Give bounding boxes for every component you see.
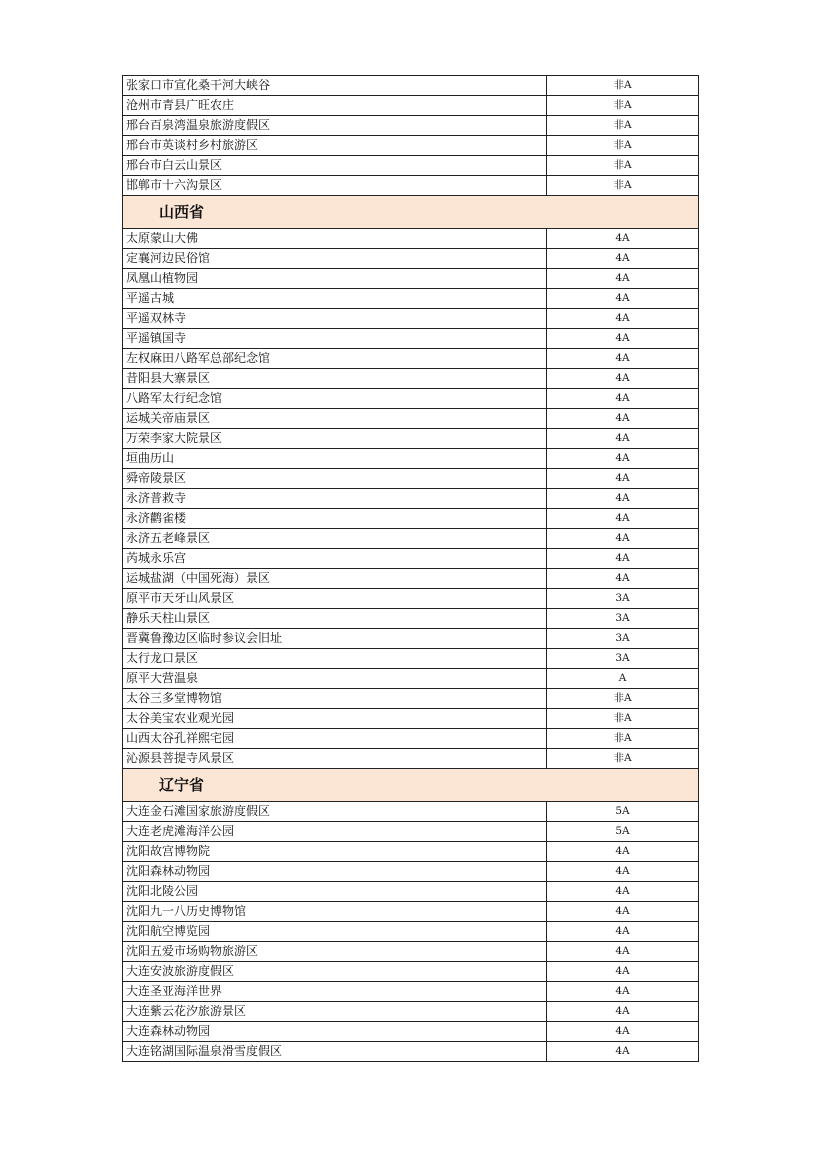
- table-row: [123, 669, 699, 689]
- province-section-row: [123, 769, 699, 802]
- scenic-spot-grade: 3A: [547, 649, 699, 669]
- table-row: [123, 842, 699, 862]
- table-row: [123, 689, 699, 709]
- table-row: [123, 229, 699, 249]
- scenic-spot-grade: 非A: [547, 136, 699, 156]
- table-row: [123, 156, 699, 176]
- scenic-spot-name: 大连铭湖国际温泉滑雪度假区: [123, 1042, 547, 1062]
- scenic-spot-grade: 4A: [547, 409, 699, 429]
- scenic-spot-name: 永济五老峰景区: [123, 529, 547, 549]
- table-row: [123, 509, 699, 529]
- scenic-spot-table: [122, 75, 699, 1062]
- table-row: [123, 982, 699, 1002]
- scenic-spot-name: 运城关帝庙景区: [123, 409, 547, 429]
- table-row: [123, 862, 699, 882]
- scenic-spot-grade: 3A: [547, 589, 699, 609]
- scenic-spot-grade: 4A: [547, 922, 699, 942]
- scenic-spot-name: 张家口市宣化桑干河大峡谷: [123, 76, 547, 96]
- scenic-spot-grade: 4A: [547, 509, 699, 529]
- table-row: [123, 116, 699, 136]
- scenic-spot-grade: 非A: [547, 96, 699, 116]
- scenic-spot-grade: 4A: [547, 982, 699, 1002]
- scenic-spot-name: 沁源县菩提寺风景区: [123, 749, 547, 769]
- scenic-spot-name: 平遥古城: [123, 289, 547, 309]
- scenic-spot-name: 沧州市青县广旺农庄: [123, 96, 547, 116]
- scenic-spot-grade: 4A: [547, 369, 699, 389]
- scenic-spot-name: 沈阳五爱市场购物旅游区: [123, 942, 547, 962]
- table-row: [123, 569, 699, 589]
- table-row: [123, 749, 699, 769]
- scenic-spot-name: 太原蒙山大佛: [123, 229, 547, 249]
- scenic-spot-name: 静乐天柱山景区: [123, 609, 547, 629]
- table-row: [123, 729, 699, 749]
- scenic-spot-name: 沈阳北陵公园: [123, 882, 547, 902]
- scenic-spot-grade: 4A: [547, 249, 699, 269]
- scenic-spot-grade: 4A: [547, 1022, 699, 1042]
- table-row: [123, 529, 699, 549]
- table-row: [123, 1022, 699, 1042]
- scenic-spot-grade: 3A: [547, 609, 699, 629]
- scenic-spot-grade: 4A: [547, 289, 699, 309]
- scenic-spot-grade: 5A: [547, 822, 699, 842]
- scenic-spot-grade: 非A: [547, 749, 699, 769]
- scenic-spot-name: 定襄河边民俗馆: [123, 249, 547, 269]
- scenic-spot-name: 原平大营温泉: [123, 669, 547, 689]
- scenic-spot-grade: 4A: [547, 902, 699, 922]
- province-heading: 辽宁省: [123, 769, 699, 802]
- scenic-spot-grade: 4A: [547, 862, 699, 882]
- scenic-spot-grade: 4A: [547, 329, 699, 349]
- scenic-spot-grade: 4A: [547, 229, 699, 249]
- scenic-spot-name: 舜帝陵景区: [123, 469, 547, 489]
- scenic-spot-name: 永济普救寺: [123, 489, 547, 509]
- scenic-spot-grade: 4A: [547, 942, 699, 962]
- scenic-spot-grade: 4A: [547, 469, 699, 489]
- scenic-spot-name: 凤凰山植物园: [123, 269, 547, 289]
- scenic-spot-grade: 4A: [547, 429, 699, 449]
- scenic-spot-name: 八路军太行纪念馆: [123, 389, 547, 409]
- table-row: [123, 902, 699, 922]
- scenic-spot-name: 邢台百泉湾温泉旅游度假区: [123, 116, 547, 136]
- table-row: [123, 136, 699, 156]
- table-row: [123, 449, 699, 469]
- scenic-spot-name: 山西太谷孔祥熙宅园: [123, 729, 547, 749]
- table-row: [123, 329, 699, 349]
- scenic-spot-name: 垣曲历山: [123, 449, 547, 469]
- scenic-spot-grade: 3A: [547, 629, 699, 649]
- scenic-spot-name: 大连安波旅游度假区: [123, 962, 547, 982]
- table-row: [123, 942, 699, 962]
- table-row: [123, 429, 699, 449]
- table-row: [123, 176, 699, 196]
- scenic-spot-name: 太谷美宝农业观光园: [123, 709, 547, 729]
- scenic-spot-name: 邢台市白云山景区: [123, 156, 547, 176]
- scenic-spot-grade: 4A: [547, 449, 699, 469]
- table-row: [123, 609, 699, 629]
- scenic-spot-name: 芮城永乐宫: [123, 549, 547, 569]
- scenic-spot-name: 邯郸市十六沟景区: [123, 176, 547, 196]
- scenic-spot-name: 平遥镇国寺: [123, 329, 547, 349]
- table-row: [123, 1002, 699, 1022]
- scenic-spot-grade: 4A: [547, 489, 699, 509]
- scenic-spot-name: 大连紫云花汐旅游景区: [123, 1002, 547, 1022]
- table-row: [123, 1042, 699, 1062]
- scenic-spot-grade: 4A: [547, 882, 699, 902]
- scenic-spot-grade: 4A: [547, 269, 699, 289]
- table-row: [123, 389, 699, 409]
- table-row: [123, 589, 699, 609]
- scenic-spot-name: 太行龙口景区: [123, 649, 547, 669]
- scenic-spot-name: 沈阳森林动物园: [123, 862, 547, 882]
- scenic-spot-name: 昔阳县大寨景区: [123, 369, 547, 389]
- scenic-spot-grade: 4A: [547, 309, 699, 329]
- table-row: [123, 962, 699, 982]
- scenic-spot-grade: 4A: [547, 1042, 699, 1062]
- scenic-spot-grade: 4A: [547, 842, 699, 862]
- scenic-spot-grade: 非A: [547, 116, 699, 136]
- scenic-spot-grade: 4A: [547, 529, 699, 549]
- scenic-spot-grade: A: [547, 669, 699, 689]
- table-row: [123, 96, 699, 116]
- scenic-spot-name: 永济鹳雀楼: [123, 509, 547, 529]
- scenic-spot-name: 左权麻田八路军总部纪念馆: [123, 349, 547, 369]
- table-row: [123, 802, 699, 822]
- table-row: [123, 629, 699, 649]
- scenic-spot-grade: 4A: [547, 549, 699, 569]
- scenic-spot-grade: 4A: [547, 569, 699, 589]
- scenic-spot-name: 原平市天牙山风景区: [123, 589, 547, 609]
- table-row: [123, 709, 699, 729]
- scenic-spot-name: 晋冀鲁豫边区临时参议会旧址: [123, 629, 547, 649]
- scenic-spot-grade: 4A: [547, 349, 699, 369]
- scenic-spot-name: 大连圣亚海洋世界: [123, 982, 547, 1002]
- scenic-spot-grade: 非A: [547, 689, 699, 709]
- scenic-spot-name: 邢台市英谈村乡村旅游区: [123, 136, 547, 156]
- scenic-spot-grade: 非A: [547, 709, 699, 729]
- table-row: [123, 369, 699, 389]
- scenic-spot-name: 沈阳故宫博物院: [123, 842, 547, 862]
- table-row: [123, 922, 699, 942]
- table-row: [123, 269, 699, 289]
- scenic-spot-grade: 4A: [547, 389, 699, 409]
- table-body: [123, 76, 699, 1062]
- scenic-spot-grade: 非A: [547, 176, 699, 196]
- table-row: [123, 349, 699, 369]
- table-row: [123, 249, 699, 269]
- scenic-spot-name: 大连金石滩国家旅游度假区: [123, 802, 547, 822]
- table-row: [123, 76, 699, 96]
- province-section-row: [123, 196, 699, 229]
- scenic-spot-grade: 4A: [547, 962, 699, 982]
- table-row: [123, 309, 699, 329]
- scenic-spot-name: 大连老虎滩海洋公园: [123, 822, 547, 842]
- province-heading: 山西省: [123, 196, 699, 229]
- table-row: [123, 882, 699, 902]
- scenic-spot-name: 平遥双林寺: [123, 309, 547, 329]
- table-row: [123, 649, 699, 669]
- scenic-spot-name: 太谷三多堂博物馆: [123, 689, 547, 709]
- table-row: [123, 549, 699, 569]
- scenic-spot-name: 大连森林动物园: [123, 1022, 547, 1042]
- scenic-spot-name: 沈阳航空博览园: [123, 922, 547, 942]
- scenic-spot-grade: 4A: [547, 1002, 699, 1022]
- table-row: [123, 289, 699, 309]
- table-row: [123, 409, 699, 429]
- scenic-spot-name: 万荣李家大院景区: [123, 429, 547, 449]
- scenic-spot-grade: 非A: [547, 729, 699, 749]
- table-row: [123, 489, 699, 509]
- scenic-spot-grade: 非A: [547, 76, 699, 96]
- table-row: [123, 822, 699, 842]
- scenic-spot-grade: 非A: [547, 156, 699, 176]
- table-row: [123, 469, 699, 489]
- scenic-spot-name: 沈阳九一八历史博物馆: [123, 902, 547, 922]
- scenic-spot-grade: 5A: [547, 802, 699, 822]
- scenic-spot-name: 运城盐湖（中国死海）景区: [123, 569, 547, 589]
